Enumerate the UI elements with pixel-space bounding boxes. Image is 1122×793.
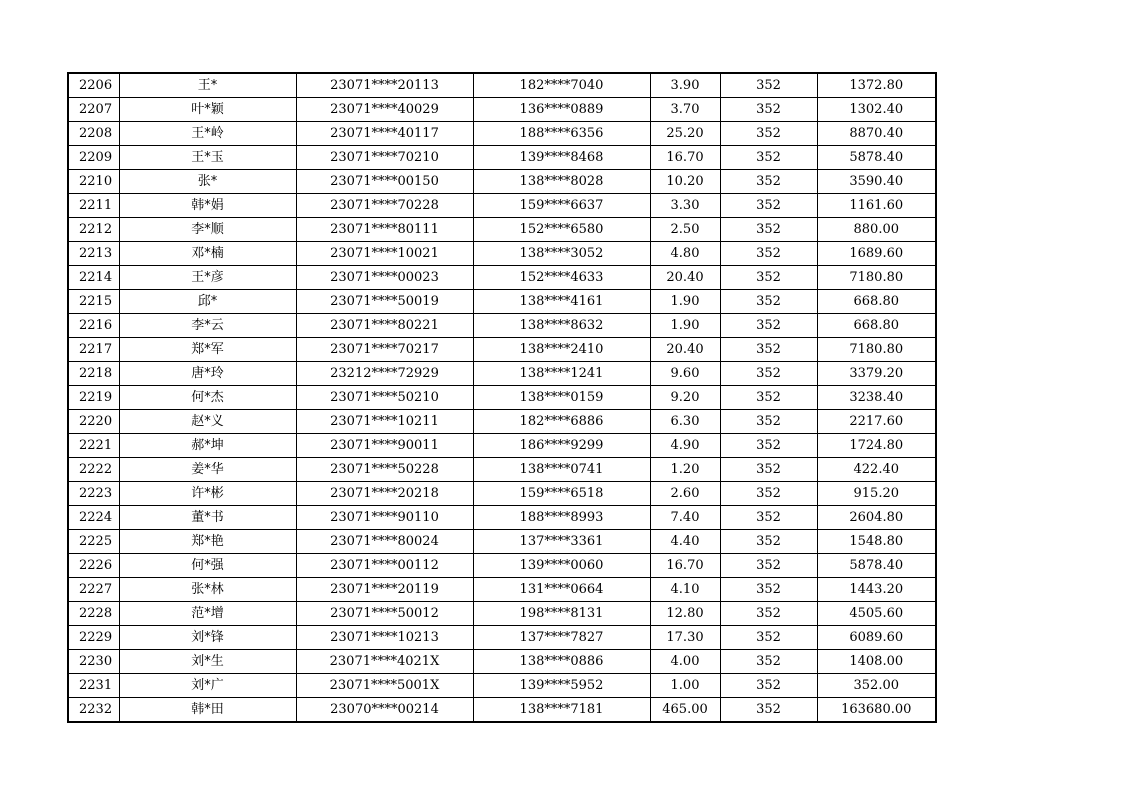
- phone-cell: 188****6356: [473, 122, 650, 146]
- amount-cell: 668.80: [817, 314, 936, 338]
- table-row: [68, 482, 936, 506]
- amount-cell: 352.00: [817, 674, 936, 698]
- table-row: [68, 698, 936, 723]
- row-number-cell: 2231: [68, 674, 119, 698]
- id-number-cell: 23071****5001X: [296, 674, 473, 698]
- quantity-cell: 1.90: [650, 314, 720, 338]
- unit-price-cell: 352: [720, 73, 817, 98]
- amount-cell: 1372.80: [817, 73, 936, 98]
- table-row: [68, 626, 936, 650]
- table-row: [68, 458, 936, 482]
- amount-cell: 6089.60: [817, 626, 936, 650]
- quantity-cell: 4.90: [650, 434, 720, 458]
- unit-price-cell: 352: [720, 626, 817, 650]
- amount-cell: 915.20: [817, 482, 936, 506]
- unit-price-cell: 352: [720, 578, 817, 602]
- table-row: [68, 434, 936, 458]
- name-cell: 刘*锋: [119, 626, 296, 650]
- quantity-cell: 1.20: [650, 458, 720, 482]
- unit-price-cell: 352: [720, 674, 817, 698]
- id-number-cell: 23212****72929: [296, 362, 473, 386]
- id-number-cell: 23071****50228: [296, 458, 473, 482]
- name-cell: 李*云: [119, 314, 296, 338]
- id-number-cell: 23071****10021: [296, 242, 473, 266]
- quantity-cell: 17.30: [650, 626, 720, 650]
- quantity-cell: 3.90: [650, 73, 720, 98]
- name-cell: 王*: [119, 73, 296, 98]
- id-number-cell: 23071****10213: [296, 626, 473, 650]
- row-number-cell: 2210: [68, 170, 119, 194]
- unit-price-cell: 352: [720, 530, 817, 554]
- name-cell: 张*林: [119, 578, 296, 602]
- id-number-cell: 23071****50210: [296, 386, 473, 410]
- phone-cell: 138****8632: [473, 314, 650, 338]
- row-number-cell: 2220: [68, 410, 119, 434]
- amount-cell: 422.40: [817, 458, 936, 482]
- row-number-cell: 2216: [68, 314, 119, 338]
- quantity-cell: 3.30: [650, 194, 720, 218]
- id-number-cell: 23071****20113: [296, 73, 473, 98]
- id-number-cell: 23070****00214: [296, 698, 473, 723]
- unit-price-cell: 352: [720, 170, 817, 194]
- phone-cell: 137****3361: [473, 530, 650, 554]
- unit-price-cell: 352: [720, 314, 817, 338]
- amount-cell: 1724.80: [817, 434, 936, 458]
- name-cell: 邓*楠: [119, 242, 296, 266]
- phone-cell: 188****8993: [473, 506, 650, 530]
- phone-cell: 139****8468: [473, 146, 650, 170]
- amount-cell: 880.00: [817, 218, 936, 242]
- quantity-cell: 4.00: [650, 650, 720, 674]
- row-number-cell: 2223: [68, 482, 119, 506]
- name-cell: 许*彬: [119, 482, 296, 506]
- row-number-cell: 2207: [68, 98, 119, 122]
- name-cell: 郑*军: [119, 338, 296, 362]
- row-number-cell: 2218: [68, 362, 119, 386]
- id-number-cell: 23071****80024: [296, 530, 473, 554]
- phone-cell: 139****5952: [473, 674, 650, 698]
- amount-cell: 3379.20: [817, 362, 936, 386]
- amount-cell: 8870.40: [817, 122, 936, 146]
- row-number-cell: 2212: [68, 218, 119, 242]
- row-number-cell: 2215: [68, 290, 119, 314]
- amount-cell: 1302.40: [817, 98, 936, 122]
- row-number-cell: 2219: [68, 386, 119, 410]
- row-number-cell: 2217: [68, 338, 119, 362]
- unit-price-cell: 352: [720, 218, 817, 242]
- unit-price-cell: 352: [720, 338, 817, 362]
- unit-price-cell: 352: [720, 266, 817, 290]
- name-cell: 郝*坤: [119, 434, 296, 458]
- row-number-cell: 2229: [68, 626, 119, 650]
- name-cell: 王*岭: [119, 122, 296, 146]
- quantity-cell: 9.60: [650, 362, 720, 386]
- quantity-cell: 4.40: [650, 530, 720, 554]
- quantity-cell: 12.80: [650, 602, 720, 626]
- phone-cell: 152****4633: [473, 266, 650, 290]
- id-number-cell: 23071****00112: [296, 554, 473, 578]
- quantity-cell: 20.40: [650, 338, 720, 362]
- amount-cell: 5878.40: [817, 554, 936, 578]
- row-number-cell: 2214: [68, 266, 119, 290]
- amount-cell: 2217.60: [817, 410, 936, 434]
- table-row: [68, 530, 936, 554]
- unit-price-cell: 352: [720, 386, 817, 410]
- table-body: [68, 73, 936, 722]
- id-number-cell: 23071****00023: [296, 266, 473, 290]
- amount-cell: 4505.60: [817, 602, 936, 626]
- phone-cell: 131****0664: [473, 578, 650, 602]
- table-row: [68, 194, 936, 218]
- amount-cell: 1161.60: [817, 194, 936, 218]
- row-number-cell: 2226: [68, 554, 119, 578]
- table-row: [68, 218, 936, 242]
- unit-price-cell: 352: [720, 506, 817, 530]
- phone-cell: 137****7827: [473, 626, 650, 650]
- quantity-cell: 1.90: [650, 290, 720, 314]
- quantity-cell: 16.70: [650, 146, 720, 170]
- phone-cell: 138****2410: [473, 338, 650, 362]
- unit-price-cell: 352: [720, 698, 817, 723]
- quantity-cell: 2.50: [650, 218, 720, 242]
- table-row: [68, 242, 936, 266]
- id-number-cell: 23071****70217: [296, 338, 473, 362]
- table-row: [68, 362, 936, 386]
- id-number-cell: 23071****50019: [296, 290, 473, 314]
- amount-cell: 668.80: [817, 290, 936, 314]
- unit-price-cell: 352: [720, 434, 817, 458]
- phone-cell: 138****8028: [473, 170, 650, 194]
- amount-cell: 5878.40: [817, 146, 936, 170]
- amount-cell: 1548.80: [817, 530, 936, 554]
- quantity-cell: 6.30: [650, 410, 720, 434]
- table-row: [68, 170, 936, 194]
- quantity-cell: 2.60: [650, 482, 720, 506]
- id-number-cell: 23071****10211: [296, 410, 473, 434]
- amount-cell: 7180.80: [817, 338, 936, 362]
- name-cell: 韩*田: [119, 698, 296, 723]
- table-row: [68, 578, 936, 602]
- name-cell: 刘*广: [119, 674, 296, 698]
- table-row: [68, 554, 936, 578]
- name-cell: 叶*颖: [119, 98, 296, 122]
- phone-cell: 136****0889: [473, 98, 650, 122]
- id-number-cell: 23071****40117: [296, 122, 473, 146]
- unit-price-cell: 352: [720, 122, 817, 146]
- name-cell: 何*杰: [119, 386, 296, 410]
- name-cell: 韩*娟: [119, 194, 296, 218]
- unit-price-cell: 352: [720, 194, 817, 218]
- table-row: [68, 122, 936, 146]
- row-number-cell: 2208: [68, 122, 119, 146]
- quantity-cell: 3.70: [650, 98, 720, 122]
- id-number-cell: 23071****40029: [296, 98, 473, 122]
- row-number-cell: 2227: [68, 578, 119, 602]
- id-number-cell: 23071****80221: [296, 314, 473, 338]
- quantity-cell: 465.00: [650, 698, 720, 723]
- amount-cell: 1443.20: [817, 578, 936, 602]
- quantity-cell: 7.40: [650, 506, 720, 530]
- phone-cell: 159****6637: [473, 194, 650, 218]
- id-number-cell: 23071****20218: [296, 482, 473, 506]
- phone-cell: 182****6886: [473, 410, 650, 434]
- name-cell: 李*顺: [119, 218, 296, 242]
- phone-cell: 152****6580: [473, 218, 650, 242]
- row-number-cell: 2228: [68, 602, 119, 626]
- amount-cell: 163680.00: [817, 698, 936, 723]
- phone-cell: 138****3052: [473, 242, 650, 266]
- name-cell: 郑*艳: [119, 530, 296, 554]
- name-cell: 董*书: [119, 506, 296, 530]
- table-row: [68, 266, 936, 290]
- id-number-cell: 23071****50012: [296, 602, 473, 626]
- row-number-cell: 2224: [68, 506, 119, 530]
- unit-price-cell: 352: [720, 242, 817, 266]
- unit-price-cell: 352: [720, 602, 817, 626]
- quantity-cell: 20.40: [650, 266, 720, 290]
- quantity-cell: 4.10: [650, 578, 720, 602]
- id-number-cell: 23071****4021X: [296, 650, 473, 674]
- table-row: [68, 674, 936, 698]
- row-number-cell: 2211: [68, 194, 119, 218]
- quantity-cell: 9.20: [650, 386, 720, 410]
- amount-cell: 7180.80: [817, 266, 936, 290]
- name-cell: 王*玉: [119, 146, 296, 170]
- row-number-cell: 2213: [68, 242, 119, 266]
- id-number-cell: 23071****00150: [296, 170, 473, 194]
- id-number-cell: 23071****20119: [296, 578, 473, 602]
- unit-price-cell: 352: [720, 458, 817, 482]
- row-number-cell: 2225: [68, 530, 119, 554]
- name-cell: 邱*: [119, 290, 296, 314]
- amount-cell: 1689.60: [817, 242, 936, 266]
- phone-cell: 138****0741: [473, 458, 650, 482]
- amount-cell: 3590.40: [817, 170, 936, 194]
- table-row: [68, 410, 936, 434]
- data-table: [67, 72, 937, 723]
- quantity-cell: 1.00: [650, 674, 720, 698]
- id-number-cell: 23071****80111: [296, 218, 473, 242]
- name-cell: 姜*华: [119, 458, 296, 482]
- phone-cell: 182****7040: [473, 73, 650, 98]
- table-row: [68, 146, 936, 170]
- name-cell: 何*强: [119, 554, 296, 578]
- name-cell: 范*增: [119, 602, 296, 626]
- id-number-cell: 23071****90110: [296, 506, 473, 530]
- phone-cell: 138****0159: [473, 386, 650, 410]
- phone-cell: 159****6518: [473, 482, 650, 506]
- name-cell: 赵*义: [119, 410, 296, 434]
- phone-cell: 186****9299: [473, 434, 650, 458]
- phone-cell: 138****7181: [473, 698, 650, 723]
- row-number-cell: 2221: [68, 434, 119, 458]
- quantity-cell: 4.80: [650, 242, 720, 266]
- id-number-cell: 23071****70210: [296, 146, 473, 170]
- table-row: [68, 73, 936, 98]
- table-row: [68, 290, 936, 314]
- id-number-cell: 23071****90011: [296, 434, 473, 458]
- unit-price-cell: 352: [720, 554, 817, 578]
- unit-price-cell: 352: [720, 482, 817, 506]
- unit-price-cell: 352: [720, 146, 817, 170]
- phone-cell: 198****8131: [473, 602, 650, 626]
- quantity-cell: 25.20: [650, 122, 720, 146]
- amount-cell: 1408.00: [817, 650, 936, 674]
- unit-price-cell: 352: [720, 98, 817, 122]
- table-row: [68, 506, 936, 530]
- unit-price-cell: 352: [720, 410, 817, 434]
- table-row: [68, 386, 936, 410]
- table-row: [68, 650, 936, 674]
- quantity-cell: 10.20: [650, 170, 720, 194]
- row-number-cell: 2206: [68, 73, 119, 98]
- table-row: [68, 602, 936, 626]
- row-number-cell: 2232: [68, 698, 119, 723]
- name-cell: 唐*玲: [119, 362, 296, 386]
- name-cell: 王*彦: [119, 266, 296, 290]
- unit-price-cell: 352: [720, 650, 817, 674]
- phone-cell: 139****0060: [473, 554, 650, 578]
- phone-cell: 138****4161: [473, 290, 650, 314]
- quantity-cell: 16.70: [650, 554, 720, 578]
- phone-cell: 138****0886: [473, 650, 650, 674]
- table-row: [68, 338, 936, 362]
- amount-cell: 2604.80: [817, 506, 936, 530]
- id-number-cell: 23071****70228: [296, 194, 473, 218]
- table-row: [68, 314, 936, 338]
- amount-cell: 3238.40: [817, 386, 936, 410]
- row-number-cell: 2222: [68, 458, 119, 482]
- unit-price-cell: 352: [720, 290, 817, 314]
- name-cell: 张*: [119, 170, 296, 194]
- name-cell: 刘*生: [119, 650, 296, 674]
- table-row: [68, 98, 936, 122]
- phone-cell: 138****1241: [473, 362, 650, 386]
- row-number-cell: 2209: [68, 146, 119, 170]
- row-number-cell: 2230: [68, 650, 119, 674]
- unit-price-cell: 352: [720, 362, 817, 386]
